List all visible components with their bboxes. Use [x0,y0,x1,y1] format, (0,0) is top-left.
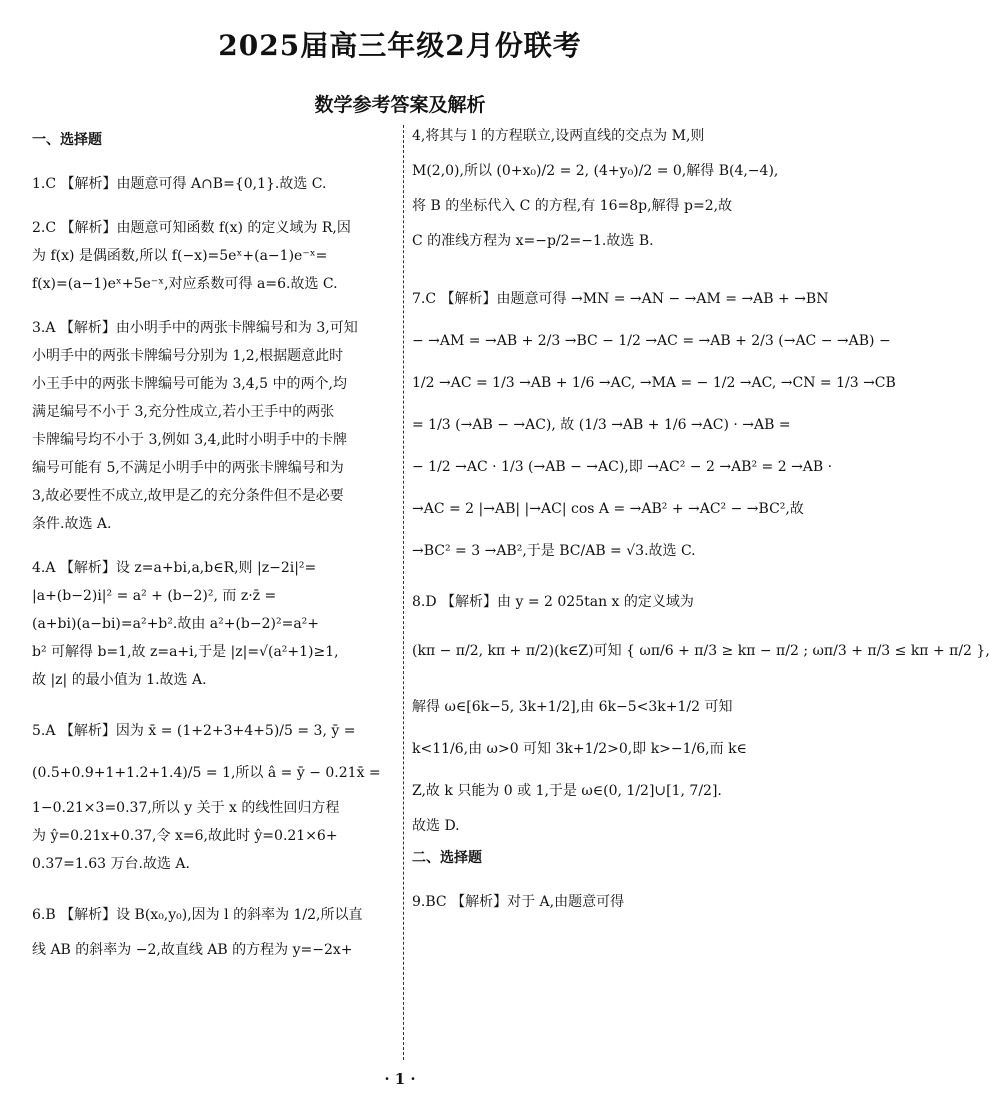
answer-q5-line: 1−0.21×3=0.37,所以 y 关于 x 的线性回归方程 [32,800,340,816]
answer-q5-line: 0.37=1.63 万台.故选 A. [32,856,190,872]
answer-q3-line: 小明手中的两张卡牌编号分别为 1,2,根据题意此时 [32,348,344,364]
answer-q5-line: 为 ŷ=0.21x+0.37,令 x=6,故此时 ŷ=0.21×6+ [32,828,338,844]
answer-q5-line: (0.5+0.9+1+1.2+1.4)/5 = 1,所以 â = ȳ − 0.21x̄ = [32,765,381,781]
answer-q4-line: 4.A 【解析】设 z=a+bi,a,b∈R,则 |z−2i|²= [32,560,317,576]
answer-q3-line: 3,故必要性不成立,故甲是乙的充分条件但不是必要 [32,488,344,504]
left-column [32,122,394,964]
answer-q2-line: f(x)=(a−1)eˣ+5e⁻ˣ,对应系数可得 a=6.故选 C. [32,276,338,292]
answer-q3-line: 小王手中的两张卡牌编号可能为 3,4,5 中的两个,均 [32,376,347,392]
answer-q8-line: 解得 ω∈[6k−5, 3k+1/2],由 6k−5<3k+1/2 可知 [412,699,733,715]
answer-q3-line: 条件.故选 A. [32,516,112,532]
answer-q6-line: 6.B 【解析】设 B(x₀,y₀),因为 l 的斜率为 1/2,所以直 [32,907,363,923]
answer-q4-line: (a+bi)(a−bi)=a²+b².故由 a²+(b−2)²=a²+ [32,616,320,632]
answer-q9: 9.BC 【解析】对于 A,由题意可得 [412,894,625,910]
answer-q5-line: 5.A 【解析】因为 x̄ = (1+2+3+4+5)/5 = 3, ȳ = [32,723,356,739]
exam-title: 2025届高三年级2月份联考 [218,29,582,62]
answer-q7-line: − 1/2 →AC · 1/3 (→AB − →AC),即 →AC² − 2 →AB² = 2 →AB · [412,459,833,475]
answer-q6-cont-line: C 的准线方程为 x=−p/2=−1.故选 B. [412,233,654,249]
right-column [412,122,990,916]
answer-q4-line: 故 |z| 的最小值为 1.故选 A. [32,672,207,688]
answer-q6-cont-line: 4,将其与 l 的方程联立,设两直线的交点为 M,则 [412,128,705,144]
answer-q3-line: 满足编号不小于 3,充分性成立,若小王手中的两张 [32,404,335,420]
answer-q8-line: (kπ − π/2, kπ + π/2)(k∈Z)可知 { ωπ/6 + π/3 ≥ kπ − π/2 ; ωπ/3 + π/3 ≤ kπ + π/2 }, [412,643,990,659]
answer-q8-line: 8.D 【解析】由 y = 2 025tan x 的定义域为 [412,594,694,610]
answer-q7-line: →BC² = 3 →AB²,于是 BC/AB = √3.故选 C. [412,543,696,559]
page-number: · 1 · [384,1070,416,1088]
answer-q7-line: = 1/3 (→AB − →AC), 故 (1/3 →AB + 1/6 →AC) · →AB = [412,417,791,433]
answer-q6-cont-line: 将 B 的坐标代入 C 的方程,有 16=8p,解得 p=2,故 [412,198,733,214]
answer-q4-line: |a+(b−2)i|² = a² + (b−2)², 而 z·z̄ = [32,588,277,604]
answer-q2-line: 为 f(x) 是偶函数,所以 f(−x)=5eˣ+(a−1)e⁻ˣ= [32,248,328,264]
answer-q7-line: 1/2 →AC = 1/3 →AB + 1/6 →AC, →MA = − 1/2 →AC, →CN = 1/3 →CB [412,375,896,391]
answer-q3-line: 3.A 【解析】由小明手中的两张卡牌编号和为 3,可知 [32,320,358,336]
answer-q8-line: Z,故 k 只能为 0 或 1,于是 ω∈(0, 1/2]∪[1, 7/2]. [412,783,722,799]
answer-q8-line: 故选 D. [412,818,460,834]
answer-q4-line: b² 可解得 b=1,故 z=a+i,于是 |z|=√(a²+1)≥1, [32,644,339,660]
answer-q1: 1.C 【解析】由题意可得 A∩B={0,1}.故选 C. [32,176,327,192]
answer-q8-line: k<11/6,由 ω>0 可知 3k+1/2>0,即 k>−1/6,而 k∈ [412,741,747,757]
answer-q3-line: 编号可能有 5,不满足小明手中的两张卡牌编号和为 [32,460,344,476]
answer-key-subtitle: 数学参考答案及解析 [314,94,486,116]
answer-q6-line: 线 AB 的斜率为 −2,故直线 AB 的方程为 y=−2x+ [32,942,353,958]
section-heading-choice: 一、选择题 [32,132,102,148]
answer-q7-line: →AC = 2 |→AB| |→AC| cos A = →AB² + →AC² − →BC²,故 [412,501,804,517]
answer-q7-line: − →AM = →AB + 2/3 →BC − 1/2 →AC = →AB + 2/3 (→AC − →AB) − [412,333,891,349]
answer-q6-cont-line: M(2,0),所以 (0+x₀)/2 = 2, (4+y₀)/2 = 0,解得 B(4,−4), [412,163,779,179]
column-divider [403,125,404,1060]
answer-q2-line: 2.C 【解析】由题意可知函数 f(x) 的定义域为 R,因 [32,220,351,236]
answer-q7-line: 7.C 【解析】由题意可得 →MN = →AN − →AM = →AB + →BN [412,291,829,307]
section-heading-multi: 二、选择题 [412,850,482,866]
answer-q3-line: 卡牌编号均不小于 3,例如 3,4,此时小明手中的卡牌 [32,432,347,448]
